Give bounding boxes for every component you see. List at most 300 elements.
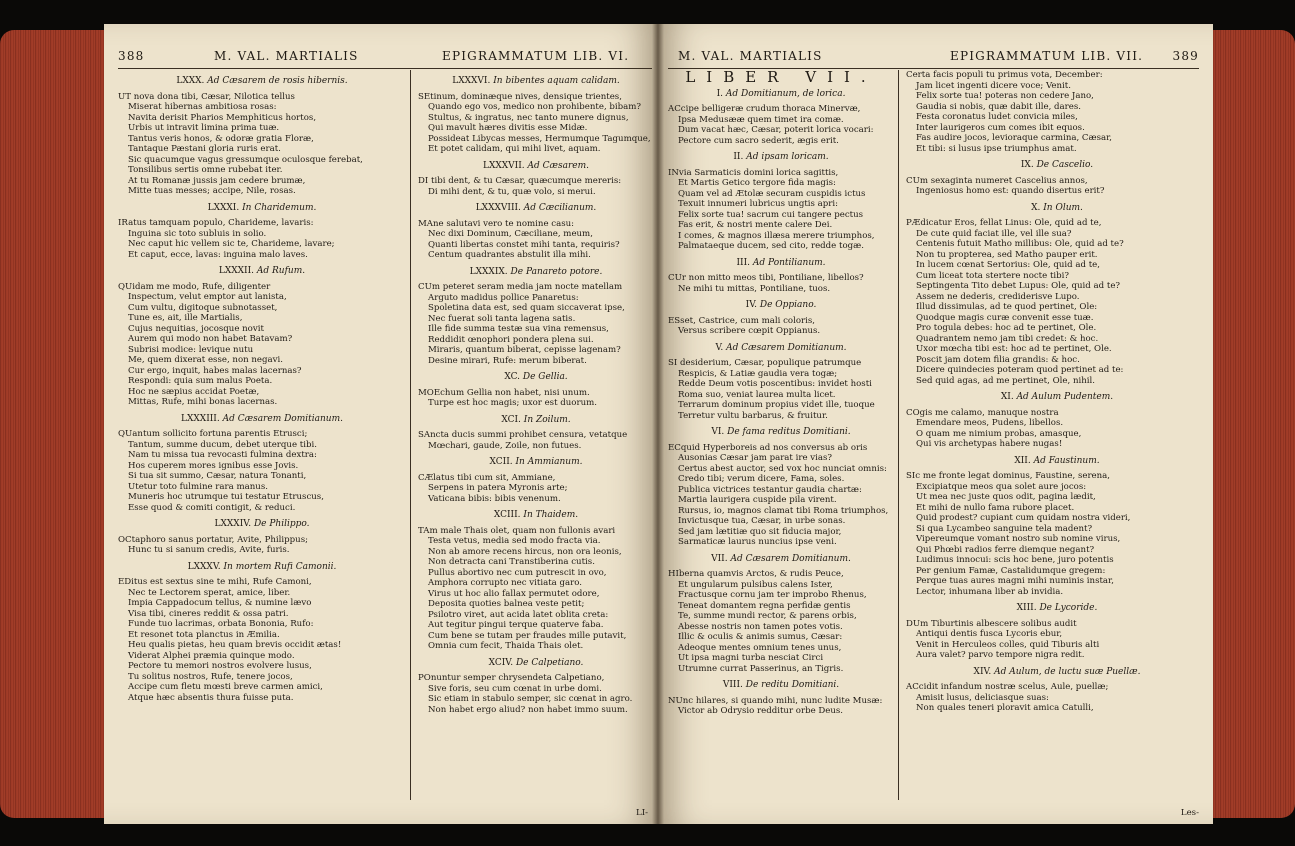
- verse-line: Sic etiam in stabulo semper, sic cœnat in agro.: [428, 694, 633, 704]
- verse-line: Adeoque mentes omnium tenes unus,: [678, 642, 842, 653]
- verse-line: Mœchari, gaude, Zoile, non futues.: [428, 440, 582, 451]
- epigram-number: LXXXIX.: [469, 266, 508, 277]
- epigram-heading: [668, 554, 894, 565]
- header-book: EPIGRAMMATUM LIB. VI.: [442, 49, 630, 63]
- epigram-title: Ad Pontilianum.: [752, 257, 826, 268]
- epigram-number: X.: [1031, 202, 1041, 213]
- epigram-number: V.: [715, 342, 724, 353]
- header-author: M. VAL. MARTIALIS: [678, 49, 823, 63]
- verse-line: Publica victrices testantur gaudia chartæ:: [678, 484, 862, 495]
- epigram-heading: [118, 203, 406, 214]
- verse-line: Roma suo, veniat laurea multa licet.: [678, 389, 836, 400]
- verse-line: Visa tibi, cineres reddit & ossa patri.: [128, 608, 289, 619]
- verse-line: Victor ab Odrysio redditur orbe Deus.: [678, 706, 844, 716]
- epigram-number: VIII.: [722, 680, 743, 690]
- verse-line: Reddidit œnophori pondera plena sui.: [428, 334, 594, 345]
- epigram-number: IX.: [1020, 160, 1034, 170]
- epigram-heading: [418, 658, 654, 669]
- verse-line: DUm Tiburtinis albescere solibus audit: [906, 618, 1077, 629]
- verse-line: Cujus nequitias, jocosque novit: [128, 323, 264, 334]
- verse-line: Serpens in patera Myronis arte;: [428, 483, 568, 493]
- verse-line: QUantum sollicito fortuna parentis Etrusci;: [118, 429, 308, 439]
- verse-line: Perque tuas aures magni mihi numinis instar,: [916, 576, 1114, 586]
- verse-line: Respicis, & Latiæ gaudia vera togæ;: [678, 368, 838, 379]
- epigram-title: Ad Aulum, de luctu suæ Puellæ.: [994, 666, 1141, 677]
- epigram-heading: [418, 76, 654, 87]
- epigram-number: XIII.: [1016, 603, 1037, 613]
- verse-line: Quodque magis curæ convenit esse tuæ.: [916, 312, 1094, 323]
- verse-line: MOEchum Gellia non habet, nisi unum.: [418, 387, 590, 398]
- epigram-body: [668, 358, 894, 421]
- epigram-title: De Lycoride.: [1039, 603, 1098, 613]
- verse-line: Aurem qui modo non habet Batavam?: [128, 334, 293, 344]
- verse-line: Amphora corrupto nec vitiata garo.: [428, 578, 583, 588]
- verse-line: HIberna quamvis Arctos, & rudis Peuce,: [668, 569, 844, 579]
- verse-line: Funde tuo lacrimas, orbata Bononia, Rufo:: [128, 619, 314, 629]
- epigram-number: XIV.: [973, 666, 992, 677]
- epigram-heading: [668, 89, 894, 100]
- verse-line: Quando ego vos, medico non prohibente, bibam?: [428, 102, 642, 112]
- verse-line: DI tibi dent, & tu Cæsar, quæcumque mereris:: [418, 176, 622, 186]
- epigram-number: XI.: [1000, 392, 1014, 402]
- epigram-body: [418, 219, 654, 261]
- verse-line: Illic & oculis & animis sumus, Cæsar:: [678, 632, 843, 642]
- verse-line: Tantus veris honos, & odoræ gratia Floræ,: [128, 133, 314, 144]
- verse-line: Teneat domantem regna perfidæ gentis: [678, 600, 851, 611]
- verse-line: ESset, Castrice, cum mali coloris,: [668, 315, 815, 326]
- verse-line: Cur ergo, inquit, habes malas lacernas?: [128, 365, 302, 376]
- epigram-title: Ad Cæsarem.: [527, 160, 590, 171]
- epigram-number: III.: [736, 257, 750, 268]
- verse-line: Excipiatque meos qua solet aure jocos:: [916, 481, 1087, 492]
- epigram-number: II.: [733, 152, 744, 162]
- epigram-number: IV.: [745, 300, 757, 310]
- verse-line: Pectore cum sacro sederit, ægis erit.: [678, 135, 839, 146]
- verse-line: CUr non mitto meos tibi, Pontiliane, libellos?: [668, 273, 864, 283]
- epigram-number: LXXXI.: [207, 202, 240, 213]
- verse-line: Utetur toto fulmine rara manus.: [128, 481, 268, 492]
- verse-line: UT nova dona tibi, Cæsar, Nilotica tellus: [118, 91, 295, 102]
- epigram-number: I.: [716, 88, 723, 99]
- verse-line: NUnc hilares, si quando mihi, nunc ludite Musæ:: [668, 695, 883, 706]
- epigram-heading: [668, 300, 894, 311]
- verse-line: Testa vetus, media sed modo fracta via.: [428, 536, 601, 546]
- verse-line: Spoletina data est, sed quam siccaverat ipse,: [428, 303, 625, 313]
- verse-line: Tune es, ait, ille Martialis,: [128, 313, 243, 323]
- verse-line: Texuit innumeri lubricus ungtis apri:: [678, 199, 839, 209]
- epigram-number: LXXX.: [176, 76, 205, 86]
- verse-line: Vipereumque vomant nostro sub nomine virus,: [916, 534, 1121, 544]
- verse-line: Turpe est hoc magis; uxor est duorum.: [428, 398, 597, 408]
- epigram-number: VI.: [711, 427, 725, 437]
- verse-line: Emendare meos, Pudens, libellos.: [916, 418, 1064, 428]
- verse-line: Septingenta Tito debet Lupus: Ole, quid ad te?: [916, 281, 1121, 291]
- verse-line: Quid prodest? cupiant cum quidam nostra videri,: [916, 513, 1131, 523]
- epigram-body: [668, 168, 894, 252]
- epigram-heading: [668, 258, 894, 269]
- verse-line: Ausonias Cæsar jam parat ire vias?: [678, 453, 833, 463]
- verse-line: Nec fuerat soli tanta lagena satis.: [428, 313, 576, 324]
- epigram-body: [418, 282, 654, 366]
- verse-line: Abesse nostris non tamen potes votis.: [678, 621, 843, 632]
- verse-line: Heu qualis pietas, heu quam brevis occidit ætas!: [128, 640, 342, 650]
- verse-line: Dicere quindecies poteram quod pertinet ad te:: [916, 365, 1124, 375]
- verse-line: Sic quacumque vagus gressumque oculosque ferebat,: [128, 154, 363, 165]
- epigram-body: [418, 673, 654, 715]
- verse-line: Certus abest auctor, sed vox hoc nunciat omnis:: [678, 463, 887, 474]
- verse-line: Sed jam lætitiæ quo sit fiducia major,: [678, 526, 842, 537]
- epigram-body: [906, 471, 1208, 597]
- epigram-heading: [118, 414, 406, 425]
- verse-line: Tonsilibus sertis omne rubebat iter.: [128, 165, 283, 175]
- header-rule: [668, 68, 1199, 69]
- verse-line: Mitte tuas messes; accipe, Nile, rosas.: [128, 186, 296, 196]
- verse-line: Si qua Lycambeo sanguine tela madent?: [916, 523, 1093, 534]
- epigram-heading: [418, 457, 654, 468]
- verse-line: Poscit jam dotem filia grandis: & hoc.: [916, 354, 1080, 365]
- verse-line: Jam licet ingenti dicere voce; Venit.: [916, 80, 1071, 91]
- verse-line: Fas erit, & nostri mente calere Dei.: [678, 220, 833, 230]
- verse-line: Si tua sit summo, Cæsar, natura Tonanti,: [128, 471, 307, 481]
- epigram-heading: [668, 152, 894, 163]
- epigram-title: In Thaidem.: [523, 510, 579, 520]
- verse-line: MAne salutavi vero te nomine casu:: [418, 218, 575, 229]
- epigram-title: In Ammianum.: [515, 457, 583, 467]
- epigram-title: Ad ipsam loricam.: [746, 152, 829, 162]
- epigram-heading: [118, 562, 406, 573]
- verse-line: Nec dixi Dominum, Cæciliane, meum,: [428, 229, 593, 239]
- verse-line: COgis me calamo, manuque nostra: [906, 407, 1059, 418]
- epigram-body: [418, 176, 654, 197]
- verse-line: TAm male Thais olet, quam non fullonis avari: [418, 525, 616, 536]
- right-page: [658, 24, 1213, 824]
- verse-line: Ut ipsa magni turba nesciat Circi: [678, 653, 824, 663]
- verse-line: Qui vis archetypas habere nugas!: [916, 439, 1063, 449]
- verse-line: POnuntur semper chrysendeta Calpetiano,: [418, 673, 605, 683]
- epigram-heading: [118, 519, 406, 530]
- verse-line: Hunc tu si sanum credis, Avite, furis.: [128, 545, 290, 555]
- catchword: LI-: [635, 808, 648, 818]
- verse-line: Sive foris, seu cum cœnat in urbe domi.: [428, 683, 602, 694]
- epigram-body: [906, 408, 1208, 450]
- verse-line: Illud dissimulas, ad te quod pertinet, Ole:: [916, 302, 1098, 312]
- epigram-title: In mortem Rufi Camonii.: [223, 561, 337, 572]
- verse-line: Ne mihi tu mittas, Pontiliane, tuos.: [678, 283, 831, 294]
- verse-line: SEtinum, dominæque nives, densique trientes,: [418, 91, 622, 102]
- verse-line: Pectore tu memori nostros evolvere lusus,: [128, 661, 312, 671]
- verse-line: Rursus, io, magnos clamat tibi Roma triumphos,: [678, 505, 889, 516]
- verse-line: Respondi: quia sum malus Poeta.: [128, 376, 273, 386]
- verse-line: Et ungularum pulsibus calens Ister,: [678, 579, 833, 590]
- epigram-title: De Philippo.: [253, 519, 310, 529]
- verse-line: Martia laurigera cuspide pila virent.: [678, 495, 837, 505]
- verse-line: Sarmaticæ laurus nuncius ipse veni.: [678, 537, 837, 547]
- epigram-title: De Calpetiano.: [515, 657, 584, 668]
- verse-line: Certa facis populi tu primus vota, December:: [906, 70, 1103, 80]
- epigram-title: De Gellia.: [522, 372, 568, 382]
- epigram-body: [906, 682, 1208, 714]
- epigram-body: [668, 696, 894, 717]
- verse-line: Gaudia si nobis, quæ dabit ille, dares.: [916, 101, 1082, 112]
- verse-line: Non tu propterea, sed Matho pauper erit.: [916, 249, 1098, 260]
- epigram-heading: [418, 415, 654, 426]
- verse-line: In lucem cœnat Sertorius: Ole, quid ad te,: [916, 260, 1101, 270]
- verse-line: O quam me nimium probas, amasque,: [916, 428, 1082, 439]
- epigram-body: [118, 218, 406, 260]
- verse-line: Felix sorte tua! poteras non cedere Jano,: [916, 91, 1094, 101]
- column-left-1: [118, 70, 406, 814]
- verse-line: Terretur vultu barbarus, & fruitur.: [678, 410, 828, 421]
- verse-line: Non habet ergo aliud? non habet immo suum.: [428, 704, 628, 715]
- epigram-heading: [906, 160, 1208, 171]
- epigram-title: De Oppiano.: [759, 300, 817, 310]
- epigram-title: In bibentes aquam calidam.: [493, 76, 620, 86]
- verse-line: CUm peteret seram media jam nocte matellam: [418, 282, 623, 292]
- epigram-heading: [418, 161, 654, 172]
- verse-line: PÆdicatur Eros, fellat Linus: Ole, quid ad te,: [906, 218, 1102, 228]
- epigram-body: [418, 92, 654, 155]
- verse-line: OCtaphoro sanus portatur, Avite, Philippus;: [118, 534, 309, 545]
- epigram-title: De fama reditus Domitiani.: [727, 427, 851, 437]
- gutter-shadow: [652, 24, 664, 824]
- epigram-body: [118, 577, 406, 703]
- epigram-number: XCII.: [489, 457, 513, 467]
- verse-line: Miserat hibernas ambitiosa rosas:: [128, 102, 277, 112]
- verse-line: IRatus tamquam populo, Charideme, lavaris:: [118, 218, 314, 228]
- epigram-title: Ad Cæcilianum.: [523, 203, 597, 213]
- verse-line: EDitus est sextus sine te mihi, Rufe Camoni,: [118, 577, 312, 587]
- verse-line: Versus scribere cœpit Oppianus.: [678, 326, 821, 336]
- verse-line: Navita derisit Pharios Memphiticus hortos,: [128, 112, 317, 123]
- epigram-body: [668, 569, 894, 674]
- epigram-title: Ad Cæsarem Domitianum.: [730, 553, 851, 564]
- verse-line: Et tibi: si lusus ipse triumphus amat.: [916, 143, 1077, 154]
- epigram-title: In Olum.: [1043, 202, 1083, 213]
- verse-line: Assem ne dederis, crediderisve Lupo.: [916, 291, 1080, 302]
- epigram-title: Ad Cæsarem de rosis hibernis.: [207, 76, 348, 86]
- column-divider: [898, 70, 899, 800]
- verse-line: De cute quid faciat ille, vel ille sua?: [916, 228, 1072, 239]
- left-running-head: [104, 49, 658, 65]
- epigram-title: In Zoilum.: [523, 414, 571, 425]
- column-left-2: [418, 70, 654, 814]
- verse-line: Deposita quoties balnea veste petit;: [428, 599, 585, 609]
- epigram-title: De Cascelio.: [1036, 160, 1094, 170]
- verse-line: Et resonet tota planctus in Æmilia.: [128, 629, 280, 640]
- verse-line: Non ab amore recens hircus, non ora leonis,: [428, 546, 622, 557]
- epigram-heading: [906, 392, 1208, 403]
- epigram-body: [906, 619, 1208, 661]
- verse-line: Inspectum, velut emptor aut lanista,: [128, 292, 287, 302]
- epigram-body: [118, 535, 406, 556]
- verse-line: Lector, inhumana liber ab invidia.: [916, 586, 1064, 597]
- verse-line: Impia Cappadocum tellus, & numine lævo: [128, 598, 312, 608]
- verse-line: ACcidit infandum nostræ scelus, Aule, puellæ;: [906, 682, 1109, 692]
- epigram-heading: [418, 267, 654, 278]
- verse-line: ACcipe belligeræ crudum thoraca Minervæ,: [668, 104, 861, 114]
- verse-line: I comes, & magnos illæsa merere triumphos,: [678, 230, 875, 241]
- verse-line: Cum bene se tutam per fraudes mille putavit,: [428, 630, 627, 641]
- verse-line: Viderat Alphei præmia quinque modo.: [128, 650, 295, 661]
- epigram-number: LXXXIII.: [181, 413, 220, 424]
- verse-line: Hos cuperem mores ignibus esse Jovis.: [128, 460, 299, 471]
- verse-line: Qui Phœbi radios ferre diemque negant?: [916, 544, 1095, 555]
- epigram-heading: [418, 372, 654, 383]
- verse-line: Et potet calidam, qui mihi livet, aquam.: [428, 144, 601, 154]
- verse-line: Muneris hoc utrumque tui testatur Etruscus,: [128, 492, 324, 502]
- epigram-body: [118, 92, 406, 197]
- epigram-number: LXXXIV.: [214, 519, 252, 529]
- epigram-body: [418, 526, 654, 652]
- epigram-number: LXXXVI.: [452, 76, 491, 86]
- verse-line: At tu Romanæ jussis jam cedere brumæ,: [128, 175, 306, 186]
- epigram-title: Ad Faustinum.: [1033, 455, 1100, 466]
- verse-line: Inguina sic toto subluis in solio.: [128, 228, 267, 239]
- verse-line: Ludimus innocui: scis hoc bene, juro potentis: [916, 555, 1114, 565]
- verse-line: Vaticana bibis: bibis venenum.: [428, 493, 561, 504]
- verse-line: Palmataeque ducem, sed cito, redde togæ.: [678, 241, 864, 251]
- verse-line: Ut mea nec juste quos odit, pagina lædit,: [916, 492, 1096, 502]
- verse-line: Stultus, & ingratus, nec tanto munere dignus,: [428, 112, 629, 123]
- column-right-2: [906, 70, 1208, 814]
- verse-line: Mittas, Rufe, mihi bonas lacernas.: [128, 397, 278, 407]
- epigram-title: Ad Cæsarem Domitianum.: [222, 413, 343, 424]
- epigram-heading: [118, 76, 406, 87]
- verse-line: Quadrantem nemo jam tibi credet: & hoc.: [916, 333, 1099, 344]
- verse-line: Non detracta cani Transtiberina cutis.: [428, 557, 595, 567]
- verse-line: Non quales teneri ploravit amica Catulli,: [916, 703, 1094, 713]
- verse-line: Festa coronatus ludet convicia miles,: [916, 112, 1078, 122]
- verse-line: Redde Deum votis poscentibus: invidet hosti: [678, 379, 872, 389]
- epigram-body: [418, 430, 654, 451]
- verse-line: Antiqui dentis fusca Lycoris ebur,: [916, 629, 1063, 639]
- epigram-body: [418, 388, 654, 409]
- verse-line: QUidam me modo, Rufe, diligenter: [118, 281, 271, 292]
- catchword: Les-: [1180, 808, 1199, 818]
- epigram-heading: [418, 510, 654, 521]
- left-page-edges: [0, 30, 110, 818]
- verse-line: Possideat Libycas messes, Hermumque Tagumque,: [428, 133, 651, 144]
- epigram-heading: [906, 203, 1208, 214]
- header-rule: [118, 68, 652, 69]
- verse-line: Sed quid agas, ad me pertinet, Ole, nihil.: [916, 375, 1095, 386]
- verse-line: Me, quem dixerat esse, non negavi.: [128, 355, 283, 365]
- verse-line: Terrarum dominum propius videt ille, tuoque: [678, 400, 875, 410]
- epigram-heading: [906, 603, 1208, 614]
- epigram-title: De Panareto potore.: [510, 266, 603, 277]
- verse-line: Aura valet? parvo tempore nigra redit.: [916, 650, 1085, 660]
- header-book: EPIGRAMMATUM LIB. VII.: [950, 49, 1144, 63]
- verse-line: Pro togula debes: hoc ad te pertinet, Ole.: [916, 323, 1097, 333]
- verse-line: Arguto madidus pollice Panaretus:: [428, 292, 579, 303]
- verse-line: Hoc ne sæpius accidat Poetæ,: [128, 386, 260, 397]
- epigram-body: [906, 70, 1208, 154]
- verse-line: Ille fide summa testæ sua vina remensus,: [428, 324, 609, 334]
- epigram-number: LXXXVIII.: [475, 203, 521, 213]
- verse-line: Subrisi modice: levique nutu: [128, 344, 254, 355]
- verse-line: INvia Sarmaticis domini lorica sagittis,: [668, 167, 839, 178]
- verse-line: Nam tu missa tua revocasti fulmina dextra:: [128, 450, 317, 460]
- verse-line: Miraris, quantum biberat, cepisse lagenam?: [428, 345, 621, 355]
- epigram-number: XCIV.: [488, 657, 514, 668]
- verse-line: Virus ut hoc alio fallax permutet odore,: [428, 588, 600, 599]
- verse-line: Desine mirari, Rufe: merum biberat.: [428, 355, 587, 366]
- verse-line: Quanti libertas constet mihi tanta, requiris?: [428, 239, 620, 250]
- verse-line: Esse quod & comiti contigit, & reduci.: [128, 502, 296, 513]
- verse-line: Inter laurigeros cum comes ibit equos.: [916, 122, 1085, 133]
- verse-line: Tantum, summe ducum, debet uterque tibi.: [128, 439, 317, 450]
- verse-line: Qui mavult hæres divitis esse Midæ.: [428, 123, 588, 133]
- epigram-body: [668, 273, 894, 294]
- epigram-title: Ad Domitianum, de lorica.: [725, 88, 846, 99]
- verse-line: Di mihi dent, & tu, quæ volo, si merui.: [428, 186, 596, 197]
- epigram-body: [668, 443, 894, 548]
- epigram-body: [668, 104, 894, 146]
- epigram-body: [906, 218, 1208, 386]
- book-title: LIBER VII.: [685, 70, 877, 86]
- left-page: [104, 24, 658, 824]
- epigram-number: XII.: [1014, 455, 1031, 466]
- epigram-number: XCIII.: [493, 510, 521, 520]
- page-number: 389: [1172, 49, 1199, 63]
- verse-line: Cum liceat tota stertere nocte tibi?: [916, 270, 1070, 281]
- verse-line: Nec caput hic vellem sic te, Charideme, lavare;: [128, 239, 335, 249]
- verse-line: Centenis futuit Matho millibus: Ole, quid ad te?: [916, 239, 1124, 249]
- header-author: M. VAL. MARTIALIS: [214, 49, 359, 63]
- verse-line: Amisit lusus, deliciasque suas:: [916, 692, 1049, 703]
- epigram-heading: [418, 203, 654, 214]
- verse-line: Ingeniosus homo est: quando disertus erit?: [916, 186, 1105, 196]
- verse-line: Venit in Herculeos colles, quid Tiburis alti: [916, 639, 1100, 650]
- epigram-number: VII.: [711, 553, 728, 564]
- epigram-heading: [118, 266, 406, 277]
- verse-line: Ipsa Medusææ quem timet ira comæ.: [678, 114, 844, 125]
- epigram-title: De reditu Domitiani.: [745, 680, 840, 690]
- epigram-title: Ad Cæsarem Domitianum.: [726, 342, 847, 353]
- epigram-title: Ad Aulum Pudentem.: [1016, 392, 1114, 402]
- epigram-heading: [668, 680, 894, 691]
- verse-line: SAncta ducis summi prohibet censura, vetatque: [418, 430, 628, 440]
- verse-line: Felix sorte tua! sacrum cui tangere pectus: [678, 209, 864, 220]
- column-divider: [410, 70, 411, 800]
- verse-line: Centum quadrantes abstulit illa mihi.: [428, 250, 591, 260]
- epigram-heading: [906, 667, 1208, 678]
- verse-line: Urbis ut intravit limina prima tuæ.: [128, 123, 280, 133]
- epigram-number: LXXXVII.: [482, 160, 525, 171]
- verse-line: ECquid Hyperboreis ad nos conversus ab oris: [668, 442, 868, 453]
- verse-line: Invictusque tua, Cæsar, in urbe sonas.: [678, 516, 846, 526]
- epigram-body: [118, 429, 406, 513]
- column-right-1: [668, 70, 894, 814]
- verse-line: Fas audire jocos, levioraque carmina, Cæsar,: [916, 133, 1113, 143]
- epigram-number: LXXXII.: [218, 266, 255, 276]
- verse-line: Psilotro viret, aut acida latet oblita creta:: [428, 609, 609, 620]
- verse-line: Fractusque cornu jam ter improbo Rhenus,: [678, 590, 867, 600]
- verse-line: Te, summe mundi rector, & parens orbis,: [678, 611, 857, 621]
- epigram-title: In Charidemum.: [242, 202, 317, 213]
- verse-line: Atque hæc absentis thura fuisse puta.: [128, 692, 294, 703]
- verse-line: Et caput, ecce, lavas: inguina malo laves.: [128, 249, 308, 260]
- epigram-number: LXXXV.: [187, 561, 221, 572]
- verse-line: Aut tegitur pingui terque quaterve faba.: [428, 620, 604, 630]
- epigram-heading: [668, 343, 894, 354]
- epigram-body: [906, 176, 1208, 197]
- verse-line: Accipe cum fletu mœsti breve carmen amici,: [128, 682, 323, 692]
- verse-line: Dum vacat hæc, Cæsar, poterit lorica vocari:: [678, 125, 874, 135]
- verse-line: Nec te Lectorem sperat, amice, liber.: [128, 587, 291, 598]
- verse-line: Utrumne currat Passerinus, an Tigris.: [678, 663, 844, 674]
- epigram-body: [418, 473, 654, 505]
